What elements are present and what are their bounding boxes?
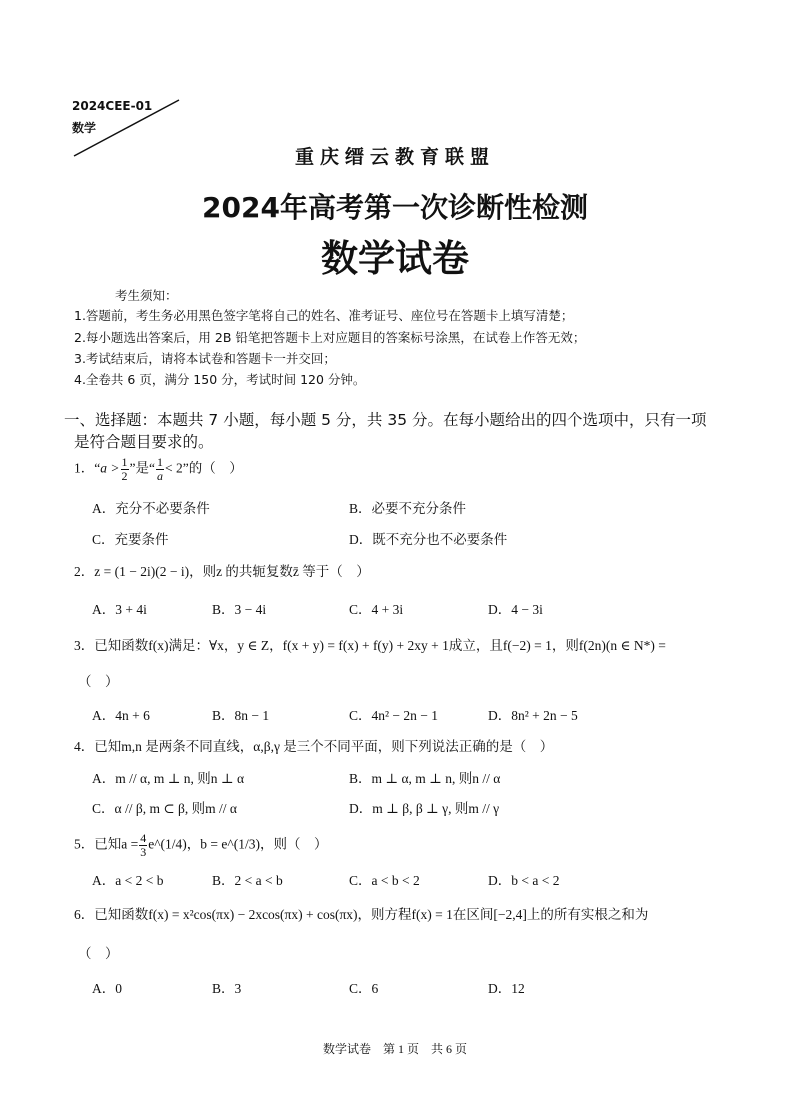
option-a: A．m // α, m ⊥ n, 则n ⊥ α (92, 771, 245, 786)
option-b: B．3 − 4i (212, 602, 267, 617)
option-d: D．b < a < 2 (488, 873, 560, 888)
fraction: $\frac{4}{3}$ (140, 831, 147, 859)
question-6-paren: （ ） (78, 946, 119, 961)
option-a: A．4n + 6 (92, 708, 150, 723)
option-a: A．0 (92, 981, 122, 996)
option-d: D．m ⊥ β, β ⊥ γ, 则m // γ (349, 801, 500, 816)
option-c: C．a < b < 2 (349, 873, 420, 888)
note-item: 3.考试结束后，请将本试卷和答题卡一并交回； (74, 351, 336, 366)
question-4-stem: 4．已知m,n 是两条不同直线，α,β,γ 是三个不同平面，则下列说法正确的是（ ） (74, 739, 554, 754)
option-d: D．8n² + 2n − 5 (488, 708, 578, 723)
subject-label: 数学 (72, 121, 97, 135)
organization-title: 重庆缙云教育联盟 (294, 146, 495, 168)
option-c: C．充要条件 (92, 532, 169, 547)
section-heading: 一、选择题：本题共 7 小题，每小题 5 分，共 35 分。在每小题给出的四个选项中，只有一项 (64, 411, 707, 429)
option-a: A．充分不必要条件 (92, 501, 210, 516)
option-d: D．12 (488, 981, 525, 996)
fraction: $\frac{1}{a}$ (156, 455, 163, 483)
question-3-stem: 3．已知函数f(x)满足：∀x，y ∈ Z，f(x + y) = f(x) + f(y) + 2xy + 1成立，且f(−2) = 1，则f(2n)(n ∈ N*) = (74, 638, 666, 653)
question-3-paren: （ ） (78, 674, 119, 689)
option-a: A．3 + 4i (92, 602, 147, 617)
option-b: B．必要不充分条件 (349, 501, 467, 516)
option-d: D．既不充分也不必要条件 (349, 532, 508, 547)
question-1-stem: 1．“a > $\frac{1}{2}$ ”是“ $\frac{1}{a}< 2$”的（ ） (74, 455, 243, 483)
option-b: B．2 < a < b (212, 873, 283, 888)
option-b: B．3 (212, 981, 242, 996)
question-6-stem: 6．已知函数f(x) = x²cos(πx) − 2xcos(πx) + cos(πx)，则方程f(x) = 1在区间[−2,4]上的所有实根之和为 (74, 907, 649, 922)
option-c: C．4 + 3i (349, 602, 404, 617)
fraction: $\frac{1}{2}$ (121, 455, 128, 483)
notes-heading: 考生须知： (115, 288, 178, 303)
note-item: 1.答题前，考生务必用黑色签字笔将自己的姓名、准考证号、座位号在答题卡上填写清楚； (74, 308, 574, 323)
note-item: 2.每小题选出答案后，用 2B 铅笔把答题卡上对应题目的答案标号涂黑，在试卷上作答无效； (74, 330, 586, 345)
paper-title: 数学试卷 (321, 237, 469, 280)
page-footer: 数学试卷 第 1 页 共 6 页 (322, 1042, 467, 1056)
exam-title: 2024年高考第一次诊断性检测 (202, 191, 588, 224)
question-2-stem: 2．z = (1 − 2i)(2 − i)，则z 的共轭复数z̄ 等于（ ） (74, 564, 370, 579)
option-b: B．8n − 1 (212, 708, 270, 723)
exam-code: 2024CEE-01 (72, 99, 153, 113)
question-5-stem: 5．已知a = $\frac{4}{3}$ e^(1/4)，b = e^(1/3)，则（ ） (74, 831, 328, 859)
option-c: C．6 (349, 981, 379, 996)
option-c: C．α // β, m ⊂ β, 则m // α (92, 801, 237, 816)
option-c: C．4n² − 2n − 1 (349, 708, 439, 723)
option-d: D．4 − 3i (488, 602, 543, 617)
section-heading-cont: 是符合题目要求的。 (74, 433, 214, 451)
option-b: B．m ⊥ α, m ⊥ n, 则n // α (349, 771, 501, 786)
note-item: 4.全卷共 6 页，满分 150 分，考试时间 120 分钟。 (74, 372, 366, 387)
option-a: A．a < 2 < b (92, 873, 164, 888)
